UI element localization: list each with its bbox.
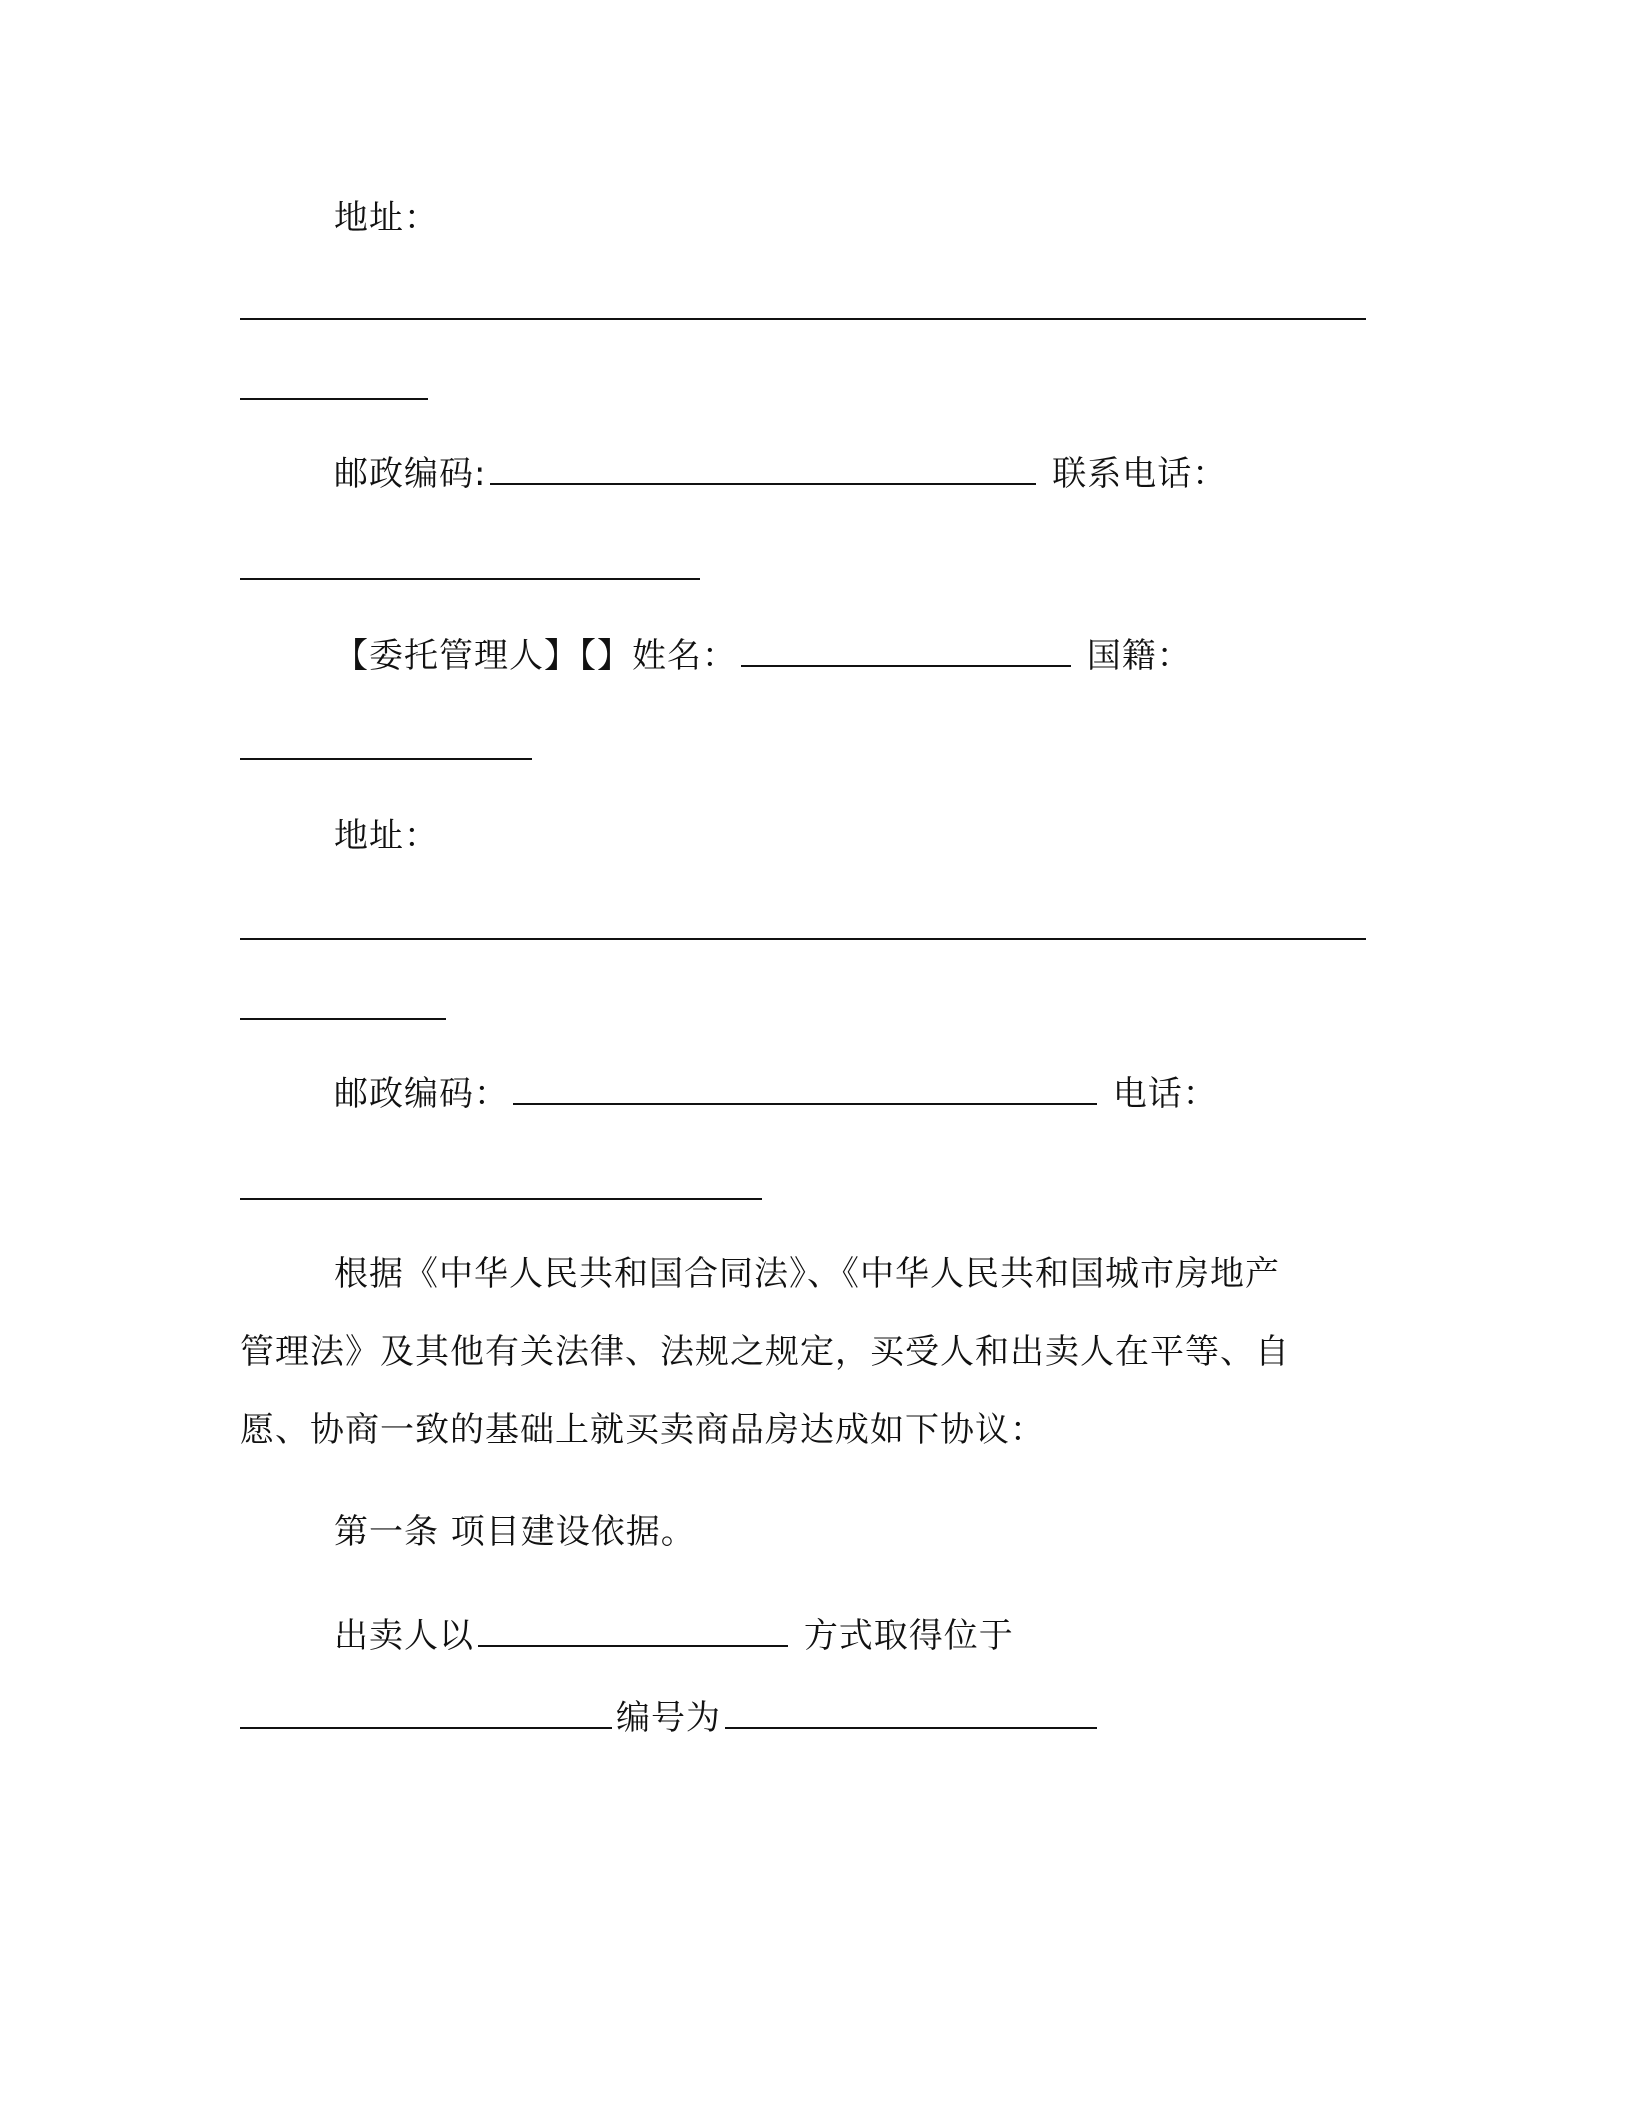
method-located-label: 方式取得位于	[803, 1616, 1014, 1656]
nationality-label: 国籍：	[1086, 636, 1192, 676]
phone-blank[interactable]	[240, 1198, 762, 1200]
number-as-label: 编号为	[616, 1698, 721, 1738]
seller-prefix: 出卖人以	[334, 1616, 474, 1656]
address-blank-2a[interactable]	[240, 938, 1366, 940]
phone-label: 电话：	[1112, 1074, 1218, 1114]
address-blank-1b[interactable]	[240, 398, 428, 400]
address-blank-2b[interactable]	[240, 1018, 446, 1020]
nationality-blank[interactable]	[240, 758, 532, 760]
contact-phone-label: 联系电话：	[1052, 454, 1228, 494]
address-blank-1a[interactable]	[240, 318, 1366, 320]
article-1-title: 第一条 项目建设依据。	[334, 1512, 696, 1552]
location-number-row	[240, 1696, 1101, 1740]
preamble-line-2: 管理法》及其他有关法律、法规之规定，买受人和出卖人在平等、自	[240, 1332, 1290, 1372]
contact-phone-blank[interactable]	[240, 578, 700, 580]
postal-label-2: 邮政编码：	[334, 1074, 509, 1114]
preamble-line-3: 愿、协商一致的基础上就买卖商品房达成如下协议：	[240, 1410, 1045, 1450]
postal-label-1: 邮政编码:	[334, 454, 487, 494]
address-label-1: 地址：	[334, 198, 439, 238]
agent-name-blank[interactable]	[741, 635, 1071, 667]
postal-phone-row-2	[334, 1072, 1218, 1116]
preamble-line-1: 根据《中华人民共和国合同法》、《中华人民共和国城市房地产	[334, 1254, 1280, 1294]
agent-row	[334, 634, 1192, 678]
acquisition-method-blank[interactable]	[478, 1615, 788, 1647]
number-blank[interactable]	[725, 1697, 1097, 1729]
postal-code-blank-2[interactable]	[513, 1073, 1097, 1105]
location-blank[interactable]	[240, 1697, 612, 1729]
seller-row	[334, 1614, 1014, 1658]
agent-label: 【委托管理人】【】姓名：	[334, 636, 737, 676]
address-label-2: 地址：	[334, 816, 439, 856]
postal-phone-row-1	[334, 452, 1227, 496]
postal-code-blank-1[interactable]	[490, 453, 1036, 485]
